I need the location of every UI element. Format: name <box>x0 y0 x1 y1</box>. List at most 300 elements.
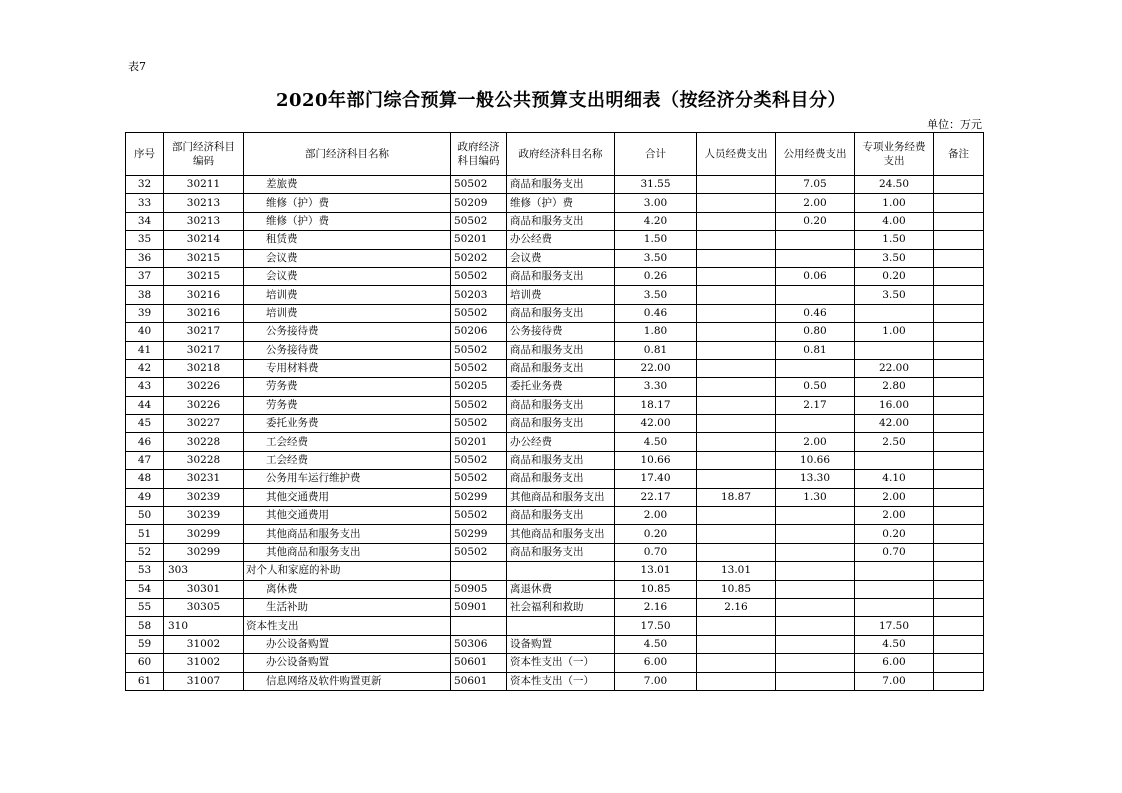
cell-gov-name: 商品和服务支出 <box>507 507 615 525</box>
table-row <box>126 415 984 433</box>
cell-gov-code: 50502 <box>451 212 507 230</box>
cell-seq: 51 <box>126 525 164 543</box>
cell-personnel <box>697 415 776 433</box>
cell-personnel <box>697 672 776 690</box>
cell-note <box>934 635 984 653</box>
table-row <box>126 598 984 616</box>
cell-seq: 46 <box>126 433 164 451</box>
cell-special: 0.20 <box>855 267 934 285</box>
cell-total: 17.40 <box>615 470 697 488</box>
cell-dept-code: 303 <box>164 562 244 580</box>
cell-note <box>934 543 984 561</box>
cell-note <box>934 451 984 469</box>
cell-special: 1.00 <box>855 323 934 341</box>
cell-dept-code: 30216 <box>164 304 244 322</box>
cell-gov-code: 50601 <box>451 672 507 690</box>
cell-seq: 41 <box>126 341 164 359</box>
cell-gov-code: 50502 <box>451 304 507 322</box>
cell-dept-code: 30228 <box>164 451 244 469</box>
table-row <box>126 507 984 525</box>
cell-note <box>934 176 984 194</box>
cell-gov-code: 50201 <box>451 433 507 451</box>
cell-personnel: 2.16 <box>697 598 776 616</box>
cell-note <box>934 433 984 451</box>
cell-special: 17.50 <box>855 617 934 635</box>
cell-gov-name: 资本性支出（一） <box>507 654 615 672</box>
cell-dept-code: 30299 <box>164 525 244 543</box>
cell-gov-name: 离退休费 <box>507 580 615 598</box>
cell-special: 2.80 <box>855 378 934 396</box>
cell-note <box>934 488 984 506</box>
cell-public: 13.30 <box>776 470 855 488</box>
cell-public: 0.80 <box>776 323 855 341</box>
cell-note <box>934 580 984 598</box>
cell-gov-code: 50209 <box>451 194 507 212</box>
cell-dept-code: 30305 <box>164 598 244 616</box>
cell-total: 0.46 <box>615 304 697 322</box>
cell-special: 4.00 <box>855 212 934 230</box>
cell-special <box>855 580 934 598</box>
cell-total: 6.00 <box>615 654 697 672</box>
cell-note <box>934 378 984 396</box>
cell-dept-name: 维修（护）费 <box>244 194 451 212</box>
cell-personnel <box>697 617 776 635</box>
cell-total: 42.00 <box>615 415 697 433</box>
cell-total: 2.00 <box>615 507 697 525</box>
cell-seq: 44 <box>126 396 164 414</box>
cell-special: 4.50 <box>855 635 934 653</box>
cell-note <box>934 562 984 580</box>
cell-gov-code <box>451 562 507 580</box>
table-row <box>126 359 984 377</box>
cell-total: 4.20 <box>615 212 697 230</box>
cell-seq: 35 <box>126 231 164 249</box>
cell-gov-code <box>451 617 507 635</box>
cell-special: 2.50 <box>855 433 934 451</box>
cell-note <box>934 507 984 525</box>
cell-total: 18.17 <box>615 396 697 414</box>
cell-gov-name: 其他商品和服务支出 <box>507 488 615 506</box>
cell-dept-name: 公务接待费 <box>244 341 451 359</box>
cell-public: 0.20 <box>776 212 855 230</box>
cell-gov-name: 商品和服务支出 <box>507 359 615 377</box>
cell-gov-name: 商品和服务支出 <box>507 267 615 285</box>
cell-dept-name: 生活补助 <box>244 598 451 616</box>
cell-gov-code: 50502 <box>451 267 507 285</box>
cell-seq: 40 <box>126 323 164 341</box>
cell-total: 4.50 <box>615 635 697 653</box>
table-row <box>126 212 984 230</box>
cell-gov-name: 委托业务费 <box>507 378 615 396</box>
cell-dept-name: 劳务费 <box>244 378 451 396</box>
cell-gov-code: 50502 <box>451 359 507 377</box>
cell-gov-code: 50203 <box>451 286 507 304</box>
cell-special <box>855 341 934 359</box>
cell-note <box>934 194 984 212</box>
cell-seq: 54 <box>126 580 164 598</box>
cell-dept-name: 对个人和家庭的补助 <box>244 562 451 580</box>
cell-dept-code: 31002 <box>164 635 244 653</box>
cell-personnel <box>697 635 776 653</box>
cell-gov-name: 公务接待费 <box>507 323 615 341</box>
cell-public <box>776 231 855 249</box>
header-total: 合计 <box>615 133 697 176</box>
cell-public <box>776 249 855 267</box>
cell-note <box>934 249 984 267</box>
cell-total: 3.30 <box>615 378 697 396</box>
cell-dept-code: 310 <box>164 617 244 635</box>
cell-total: 4.50 <box>615 433 697 451</box>
cell-special: 16.00 <box>855 396 934 414</box>
cell-dept-name: 其他交通费用 <box>244 488 451 506</box>
table-row <box>126 525 984 543</box>
table-row <box>126 396 984 414</box>
cell-public <box>776 507 855 525</box>
cell-gov-name: 设备购置 <box>507 635 615 653</box>
cell-personnel <box>697 286 776 304</box>
cell-special <box>855 598 934 616</box>
cell-note <box>934 672 984 690</box>
table-row <box>126 378 984 396</box>
cell-total: 10.85 <box>615 580 697 598</box>
cell-dept-name: 委托业务费 <box>244 415 451 433</box>
cell-public: 2.00 <box>776 194 855 212</box>
cell-gov-name <box>507 562 615 580</box>
cell-personnel: 13.01 <box>697 562 776 580</box>
table-header-row <box>126 133 984 176</box>
cell-gov-name: 其他商品和服务支出 <box>507 525 615 543</box>
cell-public: 10.66 <box>776 451 855 469</box>
table-row <box>126 194 984 212</box>
cell-special: 2.00 <box>855 488 934 506</box>
header-note: 备注 <box>934 133 984 176</box>
cell-dept-code: 30217 <box>164 341 244 359</box>
cell-seq: 45 <box>126 415 164 433</box>
cell-note <box>934 212 984 230</box>
cell-gov-name: 办公经费 <box>507 433 615 451</box>
cell-dept-code: 30213 <box>164 212 244 230</box>
cell-personnel <box>697 212 776 230</box>
cell-personnel <box>697 194 776 212</box>
cell-total: 31.55 <box>615 176 697 194</box>
cell-dept-code: 30299 <box>164 543 244 561</box>
cell-seq: 52 <box>126 543 164 561</box>
cell-seq: 49 <box>126 488 164 506</box>
table-row <box>126 654 984 672</box>
cell-dept-code: 30213 <box>164 194 244 212</box>
cell-dept-name: 离休费 <box>244 580 451 598</box>
cell-dept-name: 专用材料费 <box>244 359 451 377</box>
cell-dept-code: 30215 <box>164 267 244 285</box>
table-row <box>126 635 984 653</box>
cell-seq: 59 <box>126 635 164 653</box>
cell-dept-name: 会议费 <box>244 249 451 267</box>
cell-gov-code: 50502 <box>451 176 507 194</box>
cell-public: 0.50 <box>776 378 855 396</box>
cell-special <box>855 562 934 580</box>
cell-personnel <box>697 359 776 377</box>
cell-personnel <box>697 304 776 322</box>
cell-special: 1.00 <box>855 194 934 212</box>
cell-dept-name: 办公设备购置 <box>244 635 451 653</box>
unit-label: 单位：万元 <box>927 118 982 131</box>
table-row <box>126 580 984 598</box>
cell-seq: 60 <box>126 654 164 672</box>
header-special: 专项业务经费支出 <box>855 133 934 176</box>
cell-special: 7.00 <box>855 672 934 690</box>
cell-gov-name: 维修（护）费 <box>507 194 615 212</box>
table-row <box>126 543 984 561</box>
cell-dept-name: 资本性支出 <box>244 617 451 635</box>
table-body <box>126 176 984 691</box>
cell-dept-code: 30239 <box>164 488 244 506</box>
cell-gov-code: 50206 <box>451 323 507 341</box>
cell-seq: 38 <box>126 286 164 304</box>
cell-public: 0.46 <box>776 304 855 322</box>
cell-gov-code: 50502 <box>451 396 507 414</box>
cell-total: 0.81 <box>615 341 697 359</box>
cell-dept-name: 其他商品和服务支出 <box>244 543 451 561</box>
cell-personnel <box>697 323 776 341</box>
cell-special: 4.10 <box>855 470 934 488</box>
cell-personnel <box>697 451 776 469</box>
cell-public: 2.17 <box>776 396 855 414</box>
cell-total: 1.80 <box>615 323 697 341</box>
cell-gov-name: 商品和服务支出 <box>507 451 615 469</box>
cell-note <box>934 396 984 414</box>
cell-public: 7.05 <box>776 176 855 194</box>
cell-seq: 55 <box>126 598 164 616</box>
cell-personnel <box>697 396 776 414</box>
cell-gov-code: 50901 <box>451 598 507 616</box>
cell-special: 2.00 <box>855 507 934 525</box>
cell-dept-name: 公务用车运行维护费 <box>244 470 451 488</box>
cell-public <box>776 359 855 377</box>
cell-total: 2.16 <box>615 598 697 616</box>
cell-personnel <box>697 267 776 285</box>
cell-gov-name: 商品和服务支出 <box>507 304 615 322</box>
cell-public <box>776 543 855 561</box>
cell-gov-code: 50601 <box>451 654 507 672</box>
cell-dept-name: 其他商品和服务支出 <box>244 525 451 543</box>
cell-public <box>776 617 855 635</box>
cell-seq: 36 <box>126 249 164 267</box>
table-row <box>126 470 984 488</box>
cell-dept-name: 公务接待费 <box>244 323 451 341</box>
cell-total: 13.01 <box>615 562 697 580</box>
cell-personnel <box>697 470 776 488</box>
cell-seq: 61 <box>126 672 164 690</box>
cell-dept-code: 30226 <box>164 396 244 414</box>
cell-gov-code: 50202 <box>451 249 507 267</box>
cell-gov-name: 办公经费 <box>507 231 615 249</box>
cell-total: 3.50 <box>615 249 697 267</box>
cell-dept-code: 30217 <box>164 323 244 341</box>
cell-dept-code: 31007 <box>164 672 244 690</box>
cell-gov-name: 商品和服务支出 <box>507 415 615 433</box>
table-row <box>126 231 984 249</box>
cell-gov-code: 50502 <box>451 341 507 359</box>
table-row <box>126 267 984 285</box>
cell-gov-name: 商品和服务支出 <box>507 212 615 230</box>
cell-gov-name: 商品和服务支出 <box>507 543 615 561</box>
cell-note <box>934 267 984 285</box>
cell-public: 0.06 <box>776 267 855 285</box>
table-row <box>126 286 984 304</box>
cell-dept-code: 31002 <box>164 654 244 672</box>
cell-gov-name: 培训费 <box>507 286 615 304</box>
expenditure-table <box>125 132 984 691</box>
cell-personnel <box>697 176 776 194</box>
cell-note <box>934 654 984 672</box>
cell-special: 1.50 <box>855 231 934 249</box>
cell-dept-code: 30218 <box>164 359 244 377</box>
cell-seq: 47 <box>126 451 164 469</box>
cell-note <box>934 304 984 322</box>
cell-dept-code: 30239 <box>164 507 244 525</box>
cell-special: 0.70 <box>855 543 934 561</box>
cell-seq: 39 <box>126 304 164 322</box>
cell-note <box>934 323 984 341</box>
cell-special: 0.20 <box>855 525 934 543</box>
cell-personnel <box>697 378 776 396</box>
cell-public <box>776 672 855 690</box>
cell-dept-code: 30214 <box>164 231 244 249</box>
cell-dept-name: 维修（护）费 <box>244 212 451 230</box>
table-row <box>126 488 984 506</box>
cell-seq: 50 <box>126 507 164 525</box>
page-title: 2020年部门综合预算一般公共预算支出明细表（按经济分类科目分） <box>275 90 847 111</box>
cell-gov-name: 商品和服务支出 <box>507 396 615 414</box>
cell-personnel <box>697 507 776 525</box>
cell-dept-code: 30211 <box>164 176 244 194</box>
cell-gov-code: 50201 <box>451 231 507 249</box>
cell-dept-name: 信息网络及软件购置更新 <box>244 672 451 690</box>
cell-gov-code: 50299 <box>451 525 507 543</box>
cell-dept-name: 工会经费 <box>244 433 451 451</box>
table-row <box>126 176 984 194</box>
cell-dept-name: 会议费 <box>244 267 451 285</box>
cell-personnel <box>697 341 776 359</box>
cell-note <box>934 598 984 616</box>
cell-gov-name: 资本性支出（一） <box>507 672 615 690</box>
header-dept-code: 部门经济科目编码 <box>164 133 244 176</box>
cell-dept-code: 30231 <box>164 470 244 488</box>
cell-dept-code: 30226 <box>164 378 244 396</box>
cell-dept-code: 30301 <box>164 580 244 598</box>
cell-gov-code: 50299 <box>451 488 507 506</box>
cell-gov-name <box>507 617 615 635</box>
cell-total: 1.50 <box>615 231 697 249</box>
cell-seq: 58 <box>126 617 164 635</box>
cell-special: 3.50 <box>855 286 934 304</box>
cell-dept-name: 劳务费 <box>244 396 451 414</box>
cell-gov-code: 50205 <box>451 378 507 396</box>
cell-seq: 37 <box>126 267 164 285</box>
cell-personnel <box>697 249 776 267</box>
cell-gov-name: 商品和服务支出 <box>507 176 615 194</box>
cell-special <box>855 451 934 469</box>
cell-public: 0.81 <box>776 341 855 359</box>
cell-note <box>934 617 984 635</box>
cell-dept-name: 差旅费 <box>244 176 451 194</box>
cell-seq: 33 <box>126 194 164 212</box>
table-row <box>126 451 984 469</box>
cell-seq: 48 <box>126 470 164 488</box>
cell-dept-name: 工会经费 <box>244 451 451 469</box>
cell-total: 22.00 <box>615 359 697 377</box>
cell-personnel <box>697 525 776 543</box>
cell-seq: 34 <box>126 212 164 230</box>
cell-total: 10.66 <box>615 451 697 469</box>
header-personnel: 人员经费支出 <box>697 133 776 176</box>
cell-gov-code: 50502 <box>451 470 507 488</box>
cell-public <box>776 635 855 653</box>
cell-gov-name: 会议费 <box>507 249 615 267</box>
table-row <box>126 304 984 322</box>
cell-public <box>776 415 855 433</box>
cell-dept-name: 培训费 <box>244 304 451 322</box>
cell-gov-name: 社会福利和救助 <box>507 598 615 616</box>
cell-total: 7.00 <box>615 672 697 690</box>
table-row <box>126 617 984 635</box>
cell-note <box>934 470 984 488</box>
cell-special: 3.50 <box>855 249 934 267</box>
table-row <box>126 249 984 267</box>
cell-personnel <box>697 543 776 561</box>
cell-dept-name: 其他交通费用 <box>244 507 451 525</box>
table-row <box>126 433 984 451</box>
header-gov-name: 政府经济科目名称 <box>507 133 615 176</box>
cell-dept-code: 30216 <box>164 286 244 304</box>
cell-gov-name: 商品和服务支出 <box>507 470 615 488</box>
cell-seq: 43 <box>126 378 164 396</box>
cell-gov-code: 50306 <box>451 635 507 653</box>
cell-dept-code: 30227 <box>164 415 244 433</box>
cell-gov-name: 商品和服务支出 <box>507 341 615 359</box>
cell-total: 0.26 <box>615 267 697 285</box>
cell-dept-name: 办公设备购置 <box>244 654 451 672</box>
table-row <box>126 323 984 341</box>
cell-note <box>934 359 984 377</box>
header-dept-name: 部门经济科目名称 <box>244 133 451 176</box>
cell-total: 3.00 <box>615 194 697 212</box>
cell-note <box>934 525 984 543</box>
cell-gov-code: 50502 <box>451 415 507 433</box>
table-row <box>126 672 984 690</box>
cell-gov-code: 50502 <box>451 451 507 469</box>
cell-special: 6.00 <box>855 654 934 672</box>
header-seq: 序号 <box>126 133 164 176</box>
cell-total: 3.50 <box>615 286 697 304</box>
cell-gov-code: 50502 <box>451 543 507 561</box>
cell-public <box>776 525 855 543</box>
cell-public <box>776 286 855 304</box>
cell-total: 0.70 <box>615 543 697 561</box>
cell-personnel <box>697 654 776 672</box>
cell-special: 22.00 <box>855 359 934 377</box>
table-row <box>126 341 984 359</box>
cell-public <box>776 598 855 616</box>
header-public: 公用经费支出 <box>776 133 855 176</box>
cell-note <box>934 415 984 433</box>
cell-note <box>934 286 984 304</box>
table-row <box>126 562 984 580</box>
cell-personnel: 10.85 <box>697 580 776 598</box>
cell-dept-code: 30228 <box>164 433 244 451</box>
cell-seq: 32 <box>126 176 164 194</box>
cell-seq: 53 <box>126 562 164 580</box>
